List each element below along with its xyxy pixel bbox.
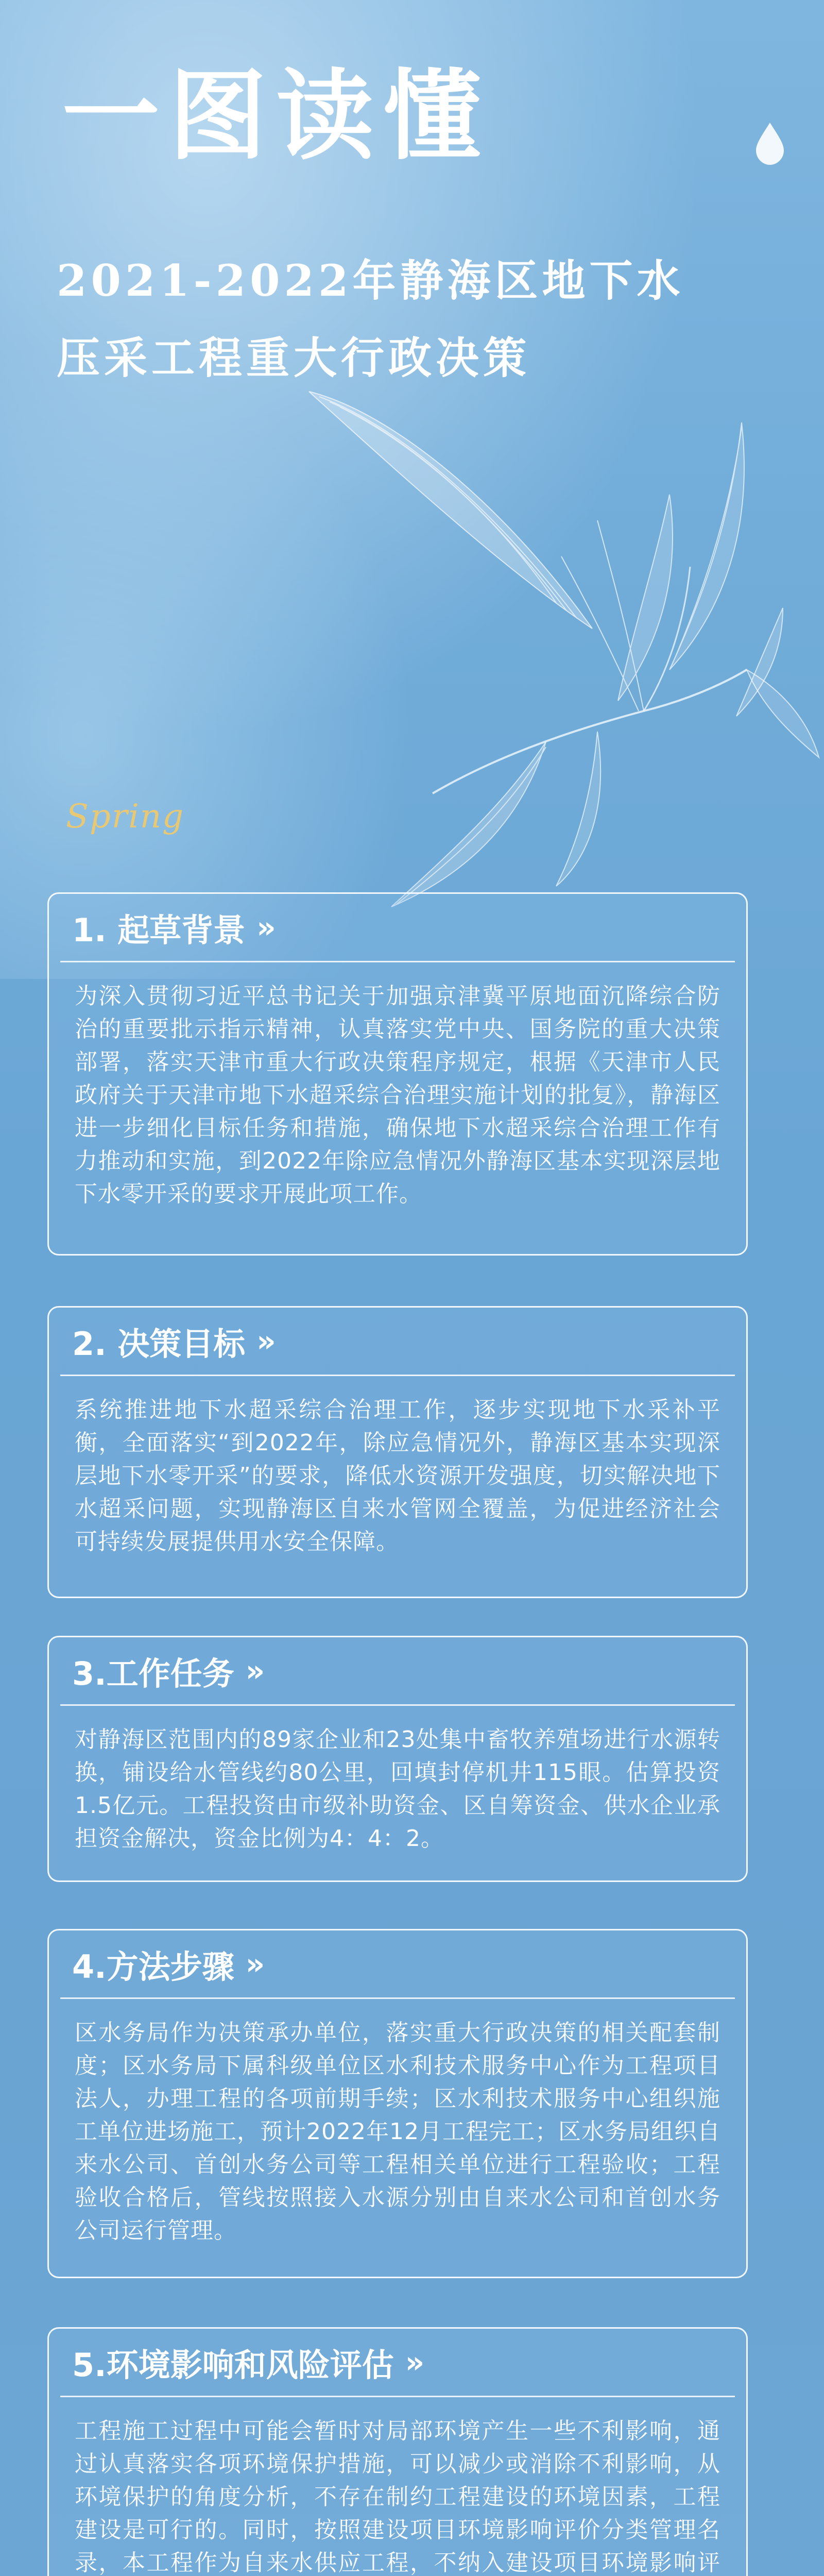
section-body: [49, 1999, 746, 2263]
section-decision-goal: [47, 1306, 748, 1598]
section-heading: [49, 894, 746, 961]
section-environment-risk: [47, 2327, 748, 2576]
section-heading: [49, 1637, 746, 1704]
section-paragraph: 为深入贯彻习近平总书记关于加强京津冀平原地面沉降综合防治的重要批示指示精神，认真落实党中央、国务院的重大决策部署，落实天津市重大行政决策程序规定，根据《天津市人民政府关于天津市地下水超采综合治理实施计划的批复》，静海区进一步细化目标任务和措施，确保地下水超采综合治理工作有力推动和实施，到2022年除应急情况外静海区基本实现深层地下水零开采的要求开展此项工作。: [75, 983, 720, 1207]
section-title: 3.工作任务: [72, 1654, 234, 1692]
section-method-steps: [47, 1929, 748, 2278]
section-heading: [49, 1308, 746, 1375]
double-chevron-icon: »: [245, 1946, 262, 1981]
section-title: 2. 决策目标: [72, 1325, 246, 1363]
spring-label: Spring: [66, 798, 185, 836]
section-heading: [49, 1930, 746, 1997]
section-title: 1. 起草背景: [72, 911, 246, 949]
section-work-tasks: [47, 1636, 748, 1882]
double-chevron-icon: »: [256, 1324, 273, 1359]
section-body: [49, 1376, 746, 1574]
section-drafting-background: [47, 892, 748, 1256]
section-body: [49, 1706, 746, 1871]
page-title: 一图读懂: [62, 58, 491, 173]
section-body: [49, 962, 746, 1226]
section-title: 5.环境影响和风险评估: [72, 2346, 394, 2384]
subtitle-line-2: 压采工程重大行政决策: [57, 332, 531, 383]
double-chevron-icon: »: [405, 2345, 422, 2380]
section-paragraph: 对静海区范围内的89家企业和23处集中畜牧养殖场进行水源转换，铺设给水管线约80公里，回填封停机井115眼。估算投资1.5亿元。工程投资由市级补助资金、区自筹资金、供水企业承担资金解决，资金比例为4：4：2。: [75, 1726, 720, 1852]
section-body: [49, 2397, 746, 2576]
page-subtitle: [57, 242, 778, 397]
double-chevron-icon: »: [256, 910, 273, 945]
section-title: 4.方法步骤: [72, 1947, 234, 1986]
section-paragraph: 区水务局作为决策承办单位，落实重大行政决策的相关配套制度；区水务局下属科级单位区水利技术服务中心作为工程项目法人，办理工程的各项前期手续；区水利技术服务中心组织施工单位进场施工，预计2022年12月工程完工；区水务局组织自来水公司、首创水务公司等工程相关单位进行工程验收；工程验收合格后，管线按照接入水源分别由自来水公司和首创水务公司运行管理。: [75, 2020, 720, 2244]
double-chevron-icon: »: [245, 1653, 262, 1688]
subtitle-line-1: 2021-2022年静海区地下水: [57, 255, 684, 306]
section-paragraph: 工程施工过程中可能会暂时对局部环境产生一些不利影响，通过认真落实各项环境保护措施，可以减少或消除不利影响，从环境保护的角度分析，不存在制约工程建设的环境因素，工程建设是可行的。同时，按照建设项目环境影响评价分类管理名录，本工程作为自来水供应工程，不纳入建设项目环境影响评: [75, 2418, 720, 2576]
section-heading: [49, 2329, 746, 2396]
section-paragraph: 系统推进地下水超采综合治理工作，逐步实现地下水采补平衡，全面落实“到2022年，除应急情况外，静海区基本实现深层地下水零开采”的要求，降低水资源开发强度，切实解决地下水超采问题，实现静海区自来水管网全覆盖，为促进经济社会可持续发展提供用水安全保障。: [75, 1397, 720, 1555]
